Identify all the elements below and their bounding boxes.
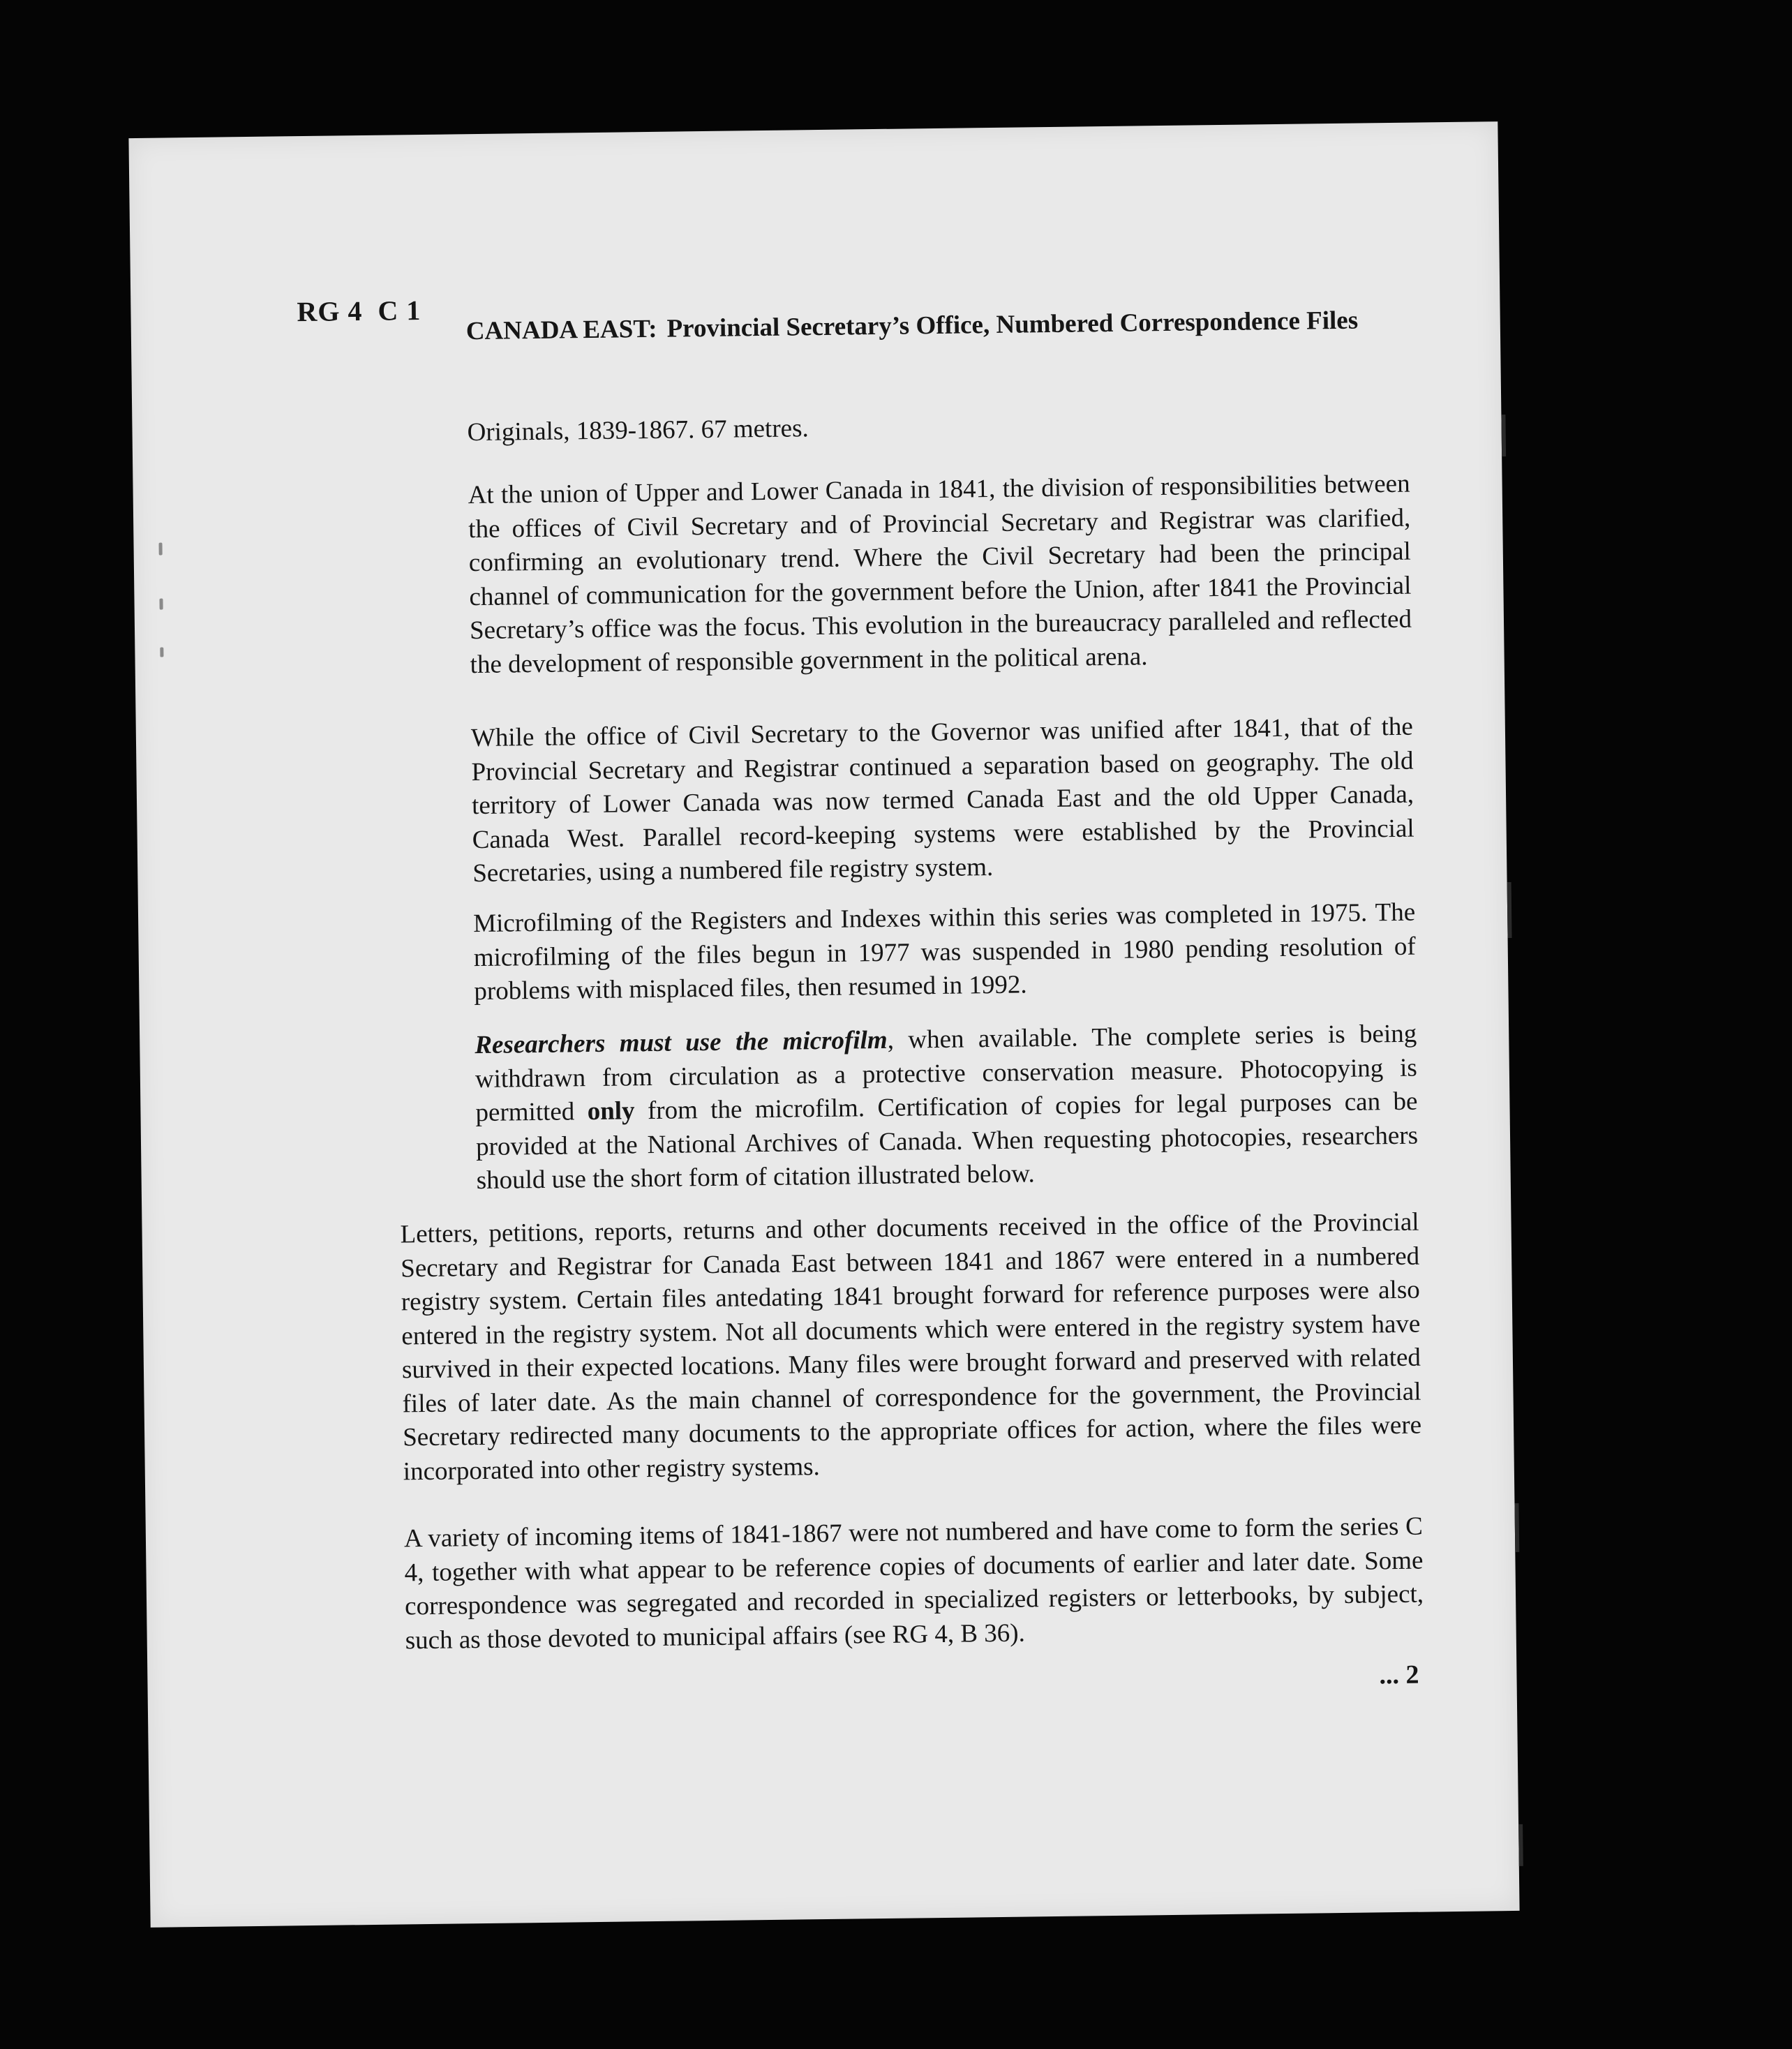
scan-speck (160, 648, 163, 657)
extent-line: Originals, 1839-1867. 67 metres. (467, 414, 809, 447)
scan-speck (158, 543, 162, 556)
paragraph-union: At the union of Upper and Lower Canada in 1841, the division of responsibilities between the offices of Civil Secretary and of Provincial Secretary and Registrar was clarified, confirming an evolutionary trend. Where the Civil Secretary had been the principal channel of communication for the government before the Union, after 1841 the Provincial Secretary’s office was the focus. This evolution in the bureaucracy paralleled and reflected the development of responsible government in the political arena. (468, 469, 1412, 679)
researchers-text-2: from the microfilm. Certification of copies for legal purposes can be provided at the National Archives of Canada. When requesting photocopies, researchers should use the short form of citation illustrated below. (475, 1087, 1419, 1195)
continuation-marker: ... 2 (1379, 1660, 1419, 1690)
reference-code: RG 4 C 1 (297, 294, 421, 328)
researchers-only: only (587, 1096, 635, 1126)
paragraph-letters: Letters, petitions, reports, returns and other documents received in the office of the Provincial Secretary and Registrar for Canada East between 1841 and 1867 were entered in a numbered registry system. Certain files antedating 1841 brought forward for reference purposes were also entered in the registry system. Not all documents which were entered in the registry system have survived in their expected locations. Many files were brought forward and preserved with related files of later date. As the main channel of correspondence for the government, the Provincial Secretary redirected many documents to the appropriate offices for action, where the files were incorporated into other registry systems. (400, 1207, 1422, 1486)
paragraph-variety: A variety of incoming items of 1841-1867 were not numbered and have come to form the series C 4, together with what appear to be reference copies of documents of earlier and later date. Some correspondence was segregated and recorded in specialized registers or letterbooks, by subject, such as those devoted to municipal affairs (see RG 4, B 36). (403, 1512, 1424, 1655)
paragraph-microfilming: Microfilming of the Registers and Indexes within this series was completed in 1975. The microfilming of the files begun in 1977 was suspended in 1980 pending resolution of problems with misplaced files, then resumed in 1992. (472, 897, 1416, 1006)
edge-mark (1518, 1824, 1523, 1866)
document-page (128, 121, 1519, 1928)
title-rest: Provincial Secretary’s Office, Numbered Correspondence Files (666, 306, 1359, 343)
paragraph-researchers (475, 1018, 1419, 1198)
researchers-text-1: , when available. The complete series is being withdrawn from circulation as a protective conservation measure. Photocopying is permitted (475, 1019, 1418, 1128)
document-title (465, 300, 1401, 352)
edge-mark (1514, 1503, 1519, 1552)
scan-speck (159, 599, 163, 610)
researchers-emphasis: Researchers must use the microfilm (475, 1025, 888, 1060)
title-lead: CANADA EAST: (465, 314, 657, 346)
edge-mark (1501, 415, 1506, 456)
edge-mark (1507, 882, 1512, 938)
paragraph-civil-secretary: While the office of Civil Secretary to the Governor was unified after 1841, that of the Provincial Secretary and Registrar continued a separation based on geography. The old territory of Lower Canada was now termed Canada East and the old Upper Canada, Canada West. Parallel record-keeping systems were established by the Provincial Secretaries, using a numbered file registry system. (470, 712, 1414, 888)
